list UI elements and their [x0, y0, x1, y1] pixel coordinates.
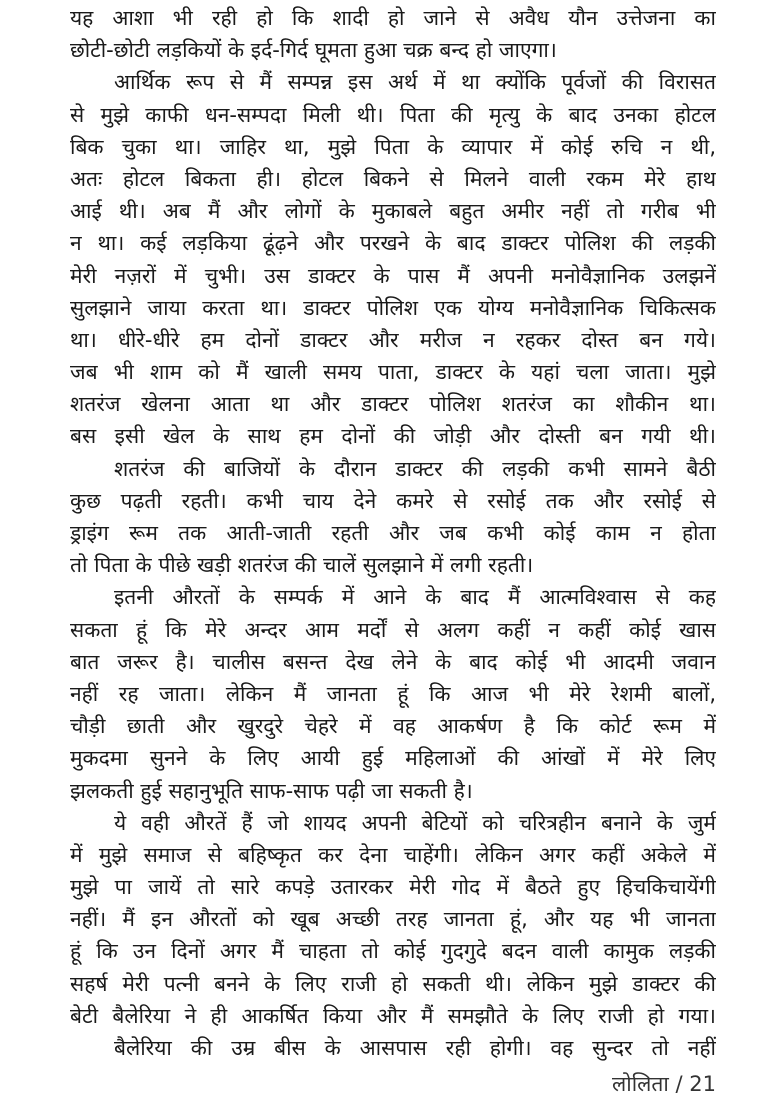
text-line: सकता हूं कि मेरे अन्दर आम मर्दों से अलग कहीं न कहीं कोई खास [70, 617, 716, 642]
text-line: में मुझे समाज से बहिष्कृत कर देना चाहेंगी। लेकिन अगर कहीं अकेले में [70, 842, 716, 867]
text-line: मुझे पा जायें तो सारे कपड़े उतारकर मेरी गोद में बैठते हुए हिचकिचायेंगी [70, 875, 716, 900]
text-line: आई थी। अब मैं और लोगों के मुकाबले बहुत अमीर नहीं तो गरीब भी [70, 199, 716, 224]
text-line: तो पिता के पीछे खड़ी शतरंज की चालें सुलझाने में लगी रहती। [70, 553, 534, 578]
text-line: इतनी औरतों के सम्पर्क में आने के बाद मैं आत्मविश्वास से कह [114, 585, 716, 610]
page-body-text [70, 2, 716, 1064]
text-line: से मुझे काफी धन-सम्पदा मिली थी। पिता की मृत्यु के बाद उनका होटल [70, 102, 716, 127]
text-line: ये वही औरतें हैं जो शायद अपनी बेटियों को चरित्रहीन बनाने के जुर्म [114, 810, 716, 835]
text-line: बस इसी खेल के साथ हम दोनों की जोड़ी और दोस्ती बन गयी थी। [70, 424, 716, 449]
text-line: कुछ पढ़ती रहती। कभी चाय देने कमरे से रसोई तक और रसोई से [70, 488, 716, 513]
text-line: बैलेरिया की उम्र बीस के आसपास रही होगी। वह सुन्दर तो नहीं [114, 1036, 716, 1060]
text-line: था। धीरे-धीरे हम दोनों डाक्टर और मरीज न रहकर दोस्त बन गये। [70, 327, 716, 352]
text-line: सुलझाने जाया करता था। डाक्टर पोलिश एक योग्य मनोवैज्ञानिक चिकित्सक [70, 295, 716, 320]
text-line: हूं कि उन दिनों अगर मैं चाहता तो कोई गुदगुदे बदन वाली कामुक लड़की [70, 939, 716, 964]
text-line: जब भी शाम को मैं खाली समय पाता, डाक्टर के यहां चला जाता। मुझे [70, 360, 716, 385]
text-line: न था। कई लड़किया ढूंढ़ने और परखने के बाद डाक्टर पोलिश की लड़की [70, 231, 716, 256]
text-line: बिक चुका था। जाहिर था, मुझे पिता के व्यापार में कोई रुचि न थी, [70, 134, 716, 159]
text-line: बेटी बैलेरिया ने ही आकर्षित किया और मैं समझौते के लिए राजी हो गया। [70, 1003, 716, 1028]
text-line: छोटी-छोटी लड़कियों के इर्द-गिर्द घूमता हुआ चक्र बन्द हो जाएगा। [70, 38, 557, 63]
text-line: ड्राइंग रूम तक आती-जाती रहती और जब कभी कोई काम न होता [70, 521, 716, 545]
text-line: नहीं। मैं इन औरतों को खूब अच्छी तरह जानता हूं, और यह भी जानता [70, 907, 716, 932]
page-number: 21 [689, 1072, 716, 1096]
footer-separator: / [675, 1072, 683, 1096]
text-line: सहर्ष मेरी पत्नी बनने के लिए राजी हो सकती थी। लेकिन मुझे डाक्टर की [70, 971, 716, 996]
text-line: मेरी नज़रों में चुभी। उस डाक्टर के पास मैं अपनी मनोवैज्ञानिक उलझनें [70, 263, 716, 288]
page-footer [612, 1070, 716, 1098]
text-line: झलकती हुई सहानुभूति साफ-साफ पढ़ी जा सकती है। [70, 778, 473, 803]
text-line: अतः होटल बिकता ही। होटल बिकने से मिलने वाली रकम मेरे हाथ [70, 166, 716, 191]
text-line: यह आशा भी रही हो कि शादी हो जाने से अवैध यौन उत्तेजना का [70, 6, 716, 30]
text-line: नहीं रह जाता। लेकिन मैं जानता हूं कि आज भी मेरे रेशमी बालों, [70, 681, 716, 706]
text-line: आर्थिक रूप से मैं सम्पन्न इस अर्थ में था क्योंकि पूर्वजों की विरासत [114, 70, 716, 95]
running-title: लोलिता [612, 1072, 669, 1096]
text-line: बात जरूर है। चालीस बसन्त देख लेने के बाद कोई भी आदमी जवान [70, 649, 716, 674]
text-line: शतरंज की बाजियों के दौरान डाक्टर की लड़की कभी सामने बैठी [114, 456, 716, 481]
text-line: चौड़ी छाती और खुरदुरे चेहरे में वह आकर्षण है कि कोर्ट रूम में [70, 714, 716, 739]
text-line: शतरंज खेलना आता था और डाक्टर पोलिश शतरंज का शौकीन था। [70, 392, 716, 417]
text-line: मुकदमा सुनने के लिए आयी हुई महिलाओं की आंखों में मेरे लिए [70, 746, 716, 771]
